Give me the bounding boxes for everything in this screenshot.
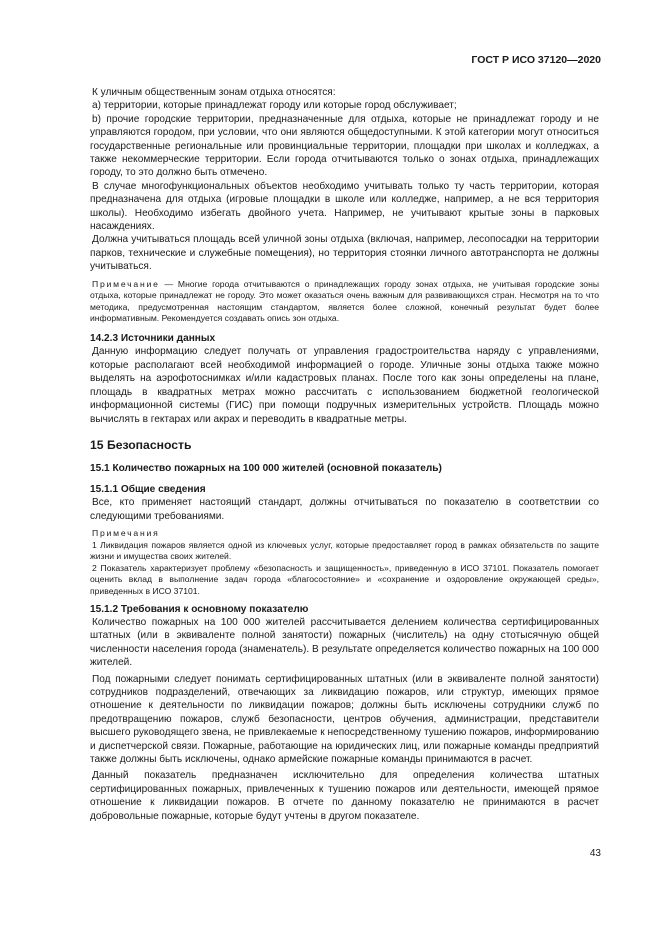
note xyxy=(90,279,599,325)
paragraph: Под пожарными следует понимать сертифицированных штатных (или в эквиваленте полной занятости) сотрудников подразделений, отвечающих за ликвидацию пожаров, или структур, имеющих прямое отношение к деятельности по ликвидации пожаров; должны быть исключены сотрудники служб по предотвращению пожаров, служб безопасности, центров обучения, администрации, представители высшего руководящего звена, не привлекаемые к непосредственному тушению пожаров, информированию и диспетчерской связи. Пожарные, работающие на юридических лиц, или пожарные команды предприятий также должны быть исключены, однако армейские пожарные команды принимаются в расчет. xyxy=(90,673,599,765)
paragraph: К уличным общественным зонам отдыха относятся: xyxy=(92,87,336,98)
section-heading-14-2-3: 14.2.3 Источники данных xyxy=(90,333,216,345)
paragraph: Количество пожарных на 100 000 жителей рассчитывается делением количества сертифицированных штатных (или в эквиваленте полной занятости) пожарных (числитель) на одну стотысячную общей численности населения города (знаменатель). В результате определяется количество пожарных на 100 000 жителей. xyxy=(90,616,599,669)
note-1: 1 Ликвидация пожаров является одной из ключевых услуг, которые предоставляет город в рамках обязательств по защите жизни и имущества своих жителей. xyxy=(90,539,599,562)
note-2: 2 Показатель характеризует проблему «безопасность и защищенность», приведенную в ИСО 37101. Показатель помогает оценить вклад в выполнение задач города «благосостояние» и «сохранение и оздоровление окружающей среды», приведенных в ИСО 37101. xyxy=(90,562,599,596)
document-header: ГОСТ Р ИСО 37120—2020 xyxy=(471,54,601,66)
section-heading-15-1: 15.1 Количество пожарных на 100 000 жителей (основной показатель) xyxy=(90,463,442,475)
section-heading-15: 15 Безопасность xyxy=(90,437,192,452)
paragraph: Данную информацию следует получать от управления градостроительства наряду с управлениями, которые располагают всей необходимой информацией о городе. Уличные зоны отдыха также можно выделять на аэрофотоснимках и/или кадастровых планах. После того как зоны определены на плане, площадь в квадратных метрах можно рассчитать с использованием бюджетной геологической информационной системы (ГИС) при помощи подручных измерительных устройств. Площадь можно вычислять в гектарах или акрах и переводить в квадратные метры. xyxy=(90,346,599,425)
list-item-a: а) территории, которые принадлежат городу или которые город обслуживает; xyxy=(92,100,457,112)
note-label: Примечание xyxy=(92,278,160,289)
paragraph: В случае многофункциональных объектов необходимо учитывать только ту часть территории, которая предназначена для отдыха (игровые площадки в школе или колледже, например, а не вся территория школы). Необходимо избегать двойного учета. Например, не учитывают крытые зоны в парковых насаждениях. xyxy=(90,180,599,233)
note-text: — Многие города отчитываются о принадлежащих городу зонах отдыха, не учитывая городские зоны отдыха, которые принадлежат не городу. Это может оказаться очень важным для развивающихся стран. Несмотря на то что методика, предусмотренная настоящим стандартом, является более сложной, конечный результат будет более информативным. Рекомендуется создавать опись зон отдыха. xyxy=(90,278,599,324)
page-number: 43 xyxy=(589,848,601,859)
section-heading-15-1-1: 15.1.1 Общие сведения xyxy=(90,483,206,495)
paragraph: Данный показатель предназначен исключительно для определения количества штатных сертифицированных пожарных, привлеченных к тушению пожаров или деятельности, имеющей прямое отношение к ликвидации пожаров. В отчете по данному показателю не принимаются в расчет добровольные пожарные, которые будут учтены в другом показателе. xyxy=(90,770,599,822)
paragraph: Должна учитываться площадь всей уличной зоны отдыха (включая, например, лесопосадки на территории парков, технические и служебные помещения), но территория стоянки личного автотранспорта не должны учитываться. xyxy=(90,234,599,273)
paragraph: Все, кто применяет настоящий стандарт, должны отчитываться по показателю в соответствии со следующими требованиями. xyxy=(90,497,599,522)
list-item-b: b) прочие городские территории, предназначенные для отдыха, которые не принадлежат городу и не управляются городом, при условии, что они являются общедоступными. К этой категории могут относиться государственные региональные или провинциальные территории, площадки при школах и колледжах, а также некоммерческие территории. Если города отчитываются только о зонах отдыха, принадлежащих городу, то это должно быть отмечено. xyxy=(90,113,599,179)
document-body xyxy=(90,86,599,823)
section-heading-15-1-2: 15.1.2 Требования к основному показателю xyxy=(90,603,309,615)
notes-label: Примечания xyxy=(92,527,160,538)
